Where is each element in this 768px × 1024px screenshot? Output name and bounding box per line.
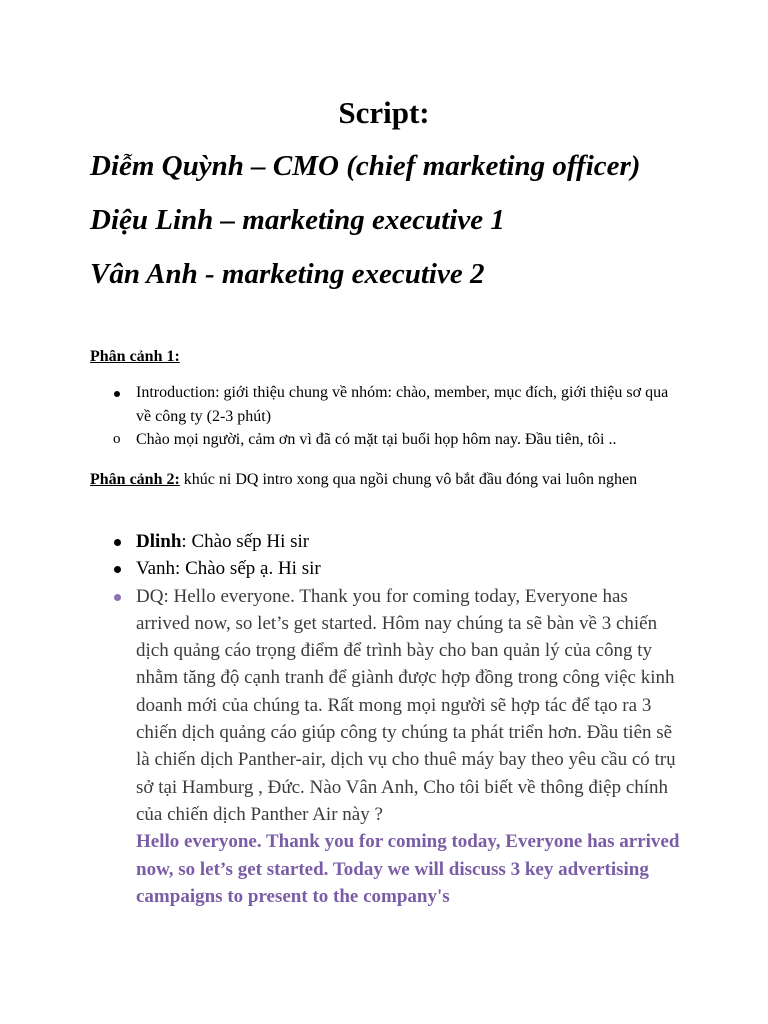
scene-1-heading-text: Phân cảnh 1: xyxy=(90,348,180,365)
speaker-dlinh: Dlinh xyxy=(136,531,182,552)
scene-1-list xyxy=(90,381,680,452)
scene-2-text: khúc ni DQ intro xong qua ngồi chung vô bắt đầu đóng vai luôn nghen xyxy=(179,471,638,488)
list-item xyxy=(90,381,680,428)
dialogue-translation: Hello everyone. Thank you for coming today, Everyone has arrived now, so let’s get started. Today we will discuss 3 key advertising campaigns to present to the company's xyxy=(136,831,680,907)
dialogue-list xyxy=(90,528,682,910)
scene-2-heading: Phân cảnh 2: xyxy=(90,471,180,488)
list-item xyxy=(90,528,682,555)
role-line-2: Diệu Linh – marketing executive 1 xyxy=(90,204,505,236)
role-line-3: Vân Anh - marketing executive 2 xyxy=(90,258,485,290)
list-item xyxy=(90,583,682,911)
scene-2-paragraph xyxy=(90,468,677,492)
scene-1-item-text: Chào mọi người, cảm ơn vì đã có mặt tại buổi họp hôm nay. Đầu tiên, tôi .. xyxy=(136,431,617,448)
scene-1-heading xyxy=(90,345,180,369)
sub-bullet-marker: o xyxy=(113,431,121,447)
dialogue-text: Vanh: Chào sếp ạ. Hi sir xyxy=(136,558,321,580)
scene-1-item-text: Introduction: giới thiệu chung về nhóm: chào, member, mục đích, giới thiệu sơ qua về công ty (2-3 phút) xyxy=(136,384,669,425)
page-title: Script: xyxy=(338,95,430,130)
dialogue-text: : Chào sếp Hi sir xyxy=(181,531,310,552)
role-line-1: Diễm Quỳnh – CMO (chief marketing officer) xyxy=(90,150,641,182)
speaker-dq: DQ: xyxy=(136,585,169,607)
dialogue-text: Hello everyone. Thank you for coming today, Everyone has arrived now, so let’s get started. Hôm nay chúng ta sẽ bàn về 3 chiến dịch quảng cáo trọng điểm để trình bày cho ban quản lý của công ty nhằm tăng độ cạnh tranh để giành được hợp đồng trong công việc kinh doanh mới của chúng ta. Rất mong mọi người sẽ hợp tác để tạo ra 3 chiến dịch quảng cáo giúp công ty chúng ta phát triển hơn. Đầu tiên sẽ là chiến dịch Panther-air, dịch vụ cho thuê máy bay theo yêu cầu có trụ sở tại Hamburg , Đức. Nào Vân Anh, Cho tôi biết về thông điệp chính của chiến dịch Panther Air này ? xyxy=(136,585,676,825)
list-item xyxy=(90,428,680,452)
list-item xyxy=(90,555,682,582)
